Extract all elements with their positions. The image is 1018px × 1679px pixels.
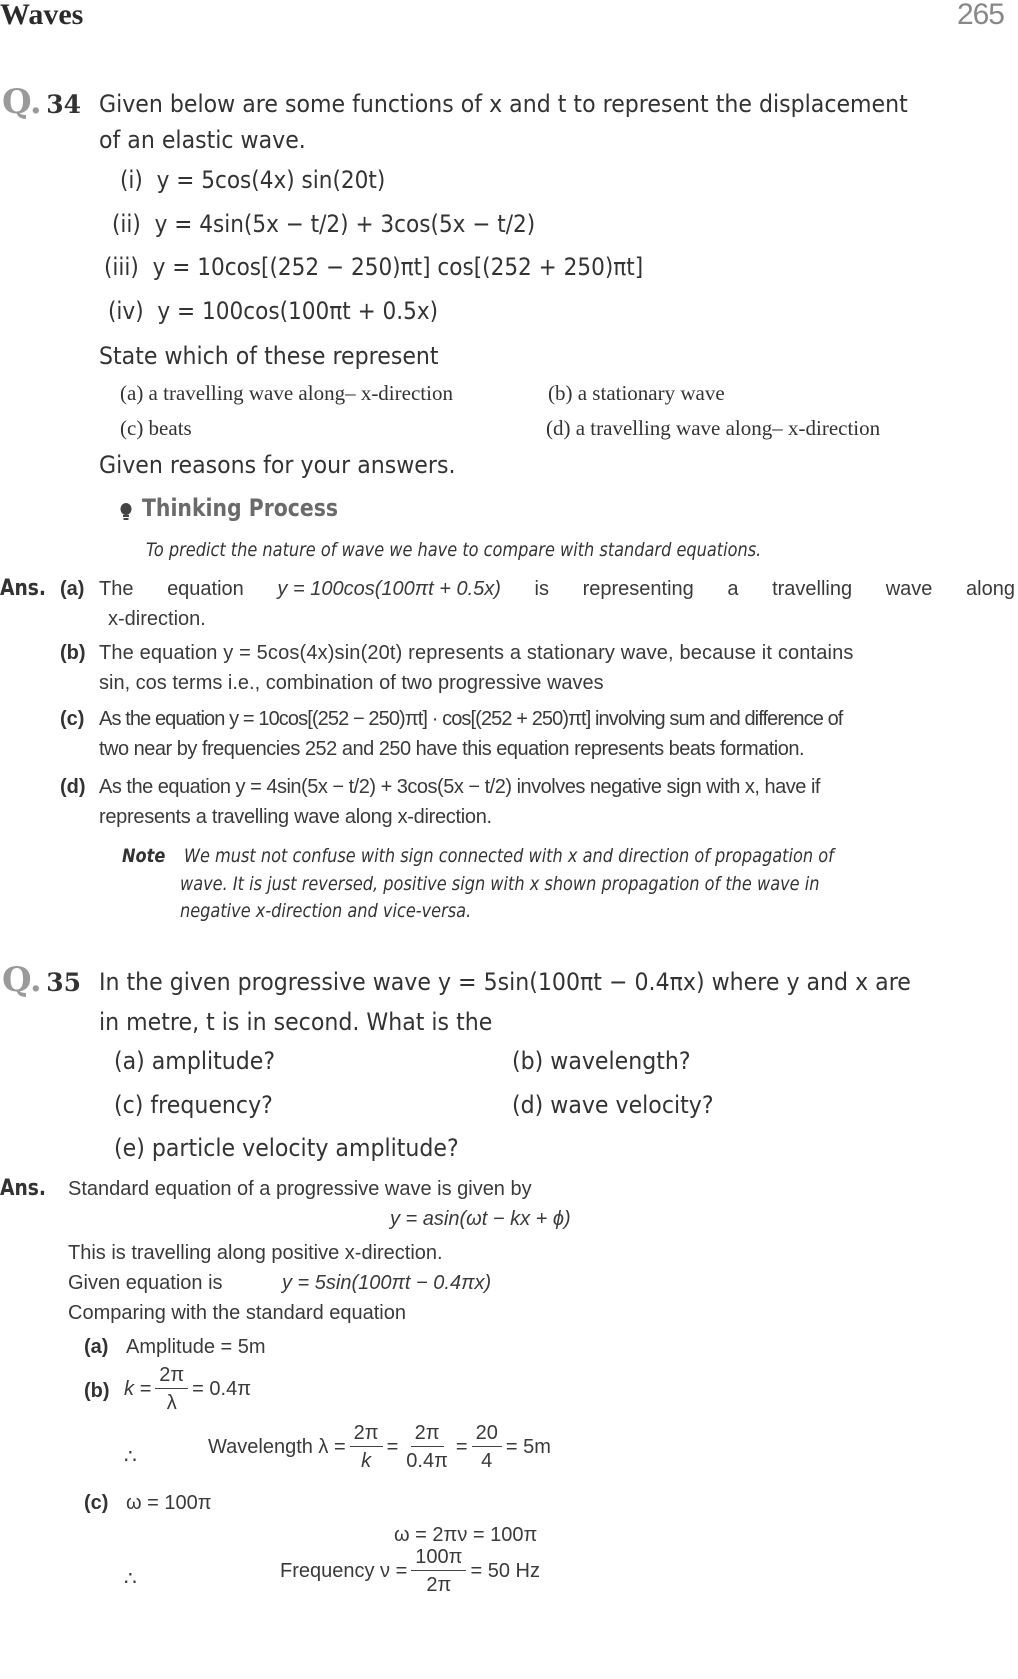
question-number: 34	[46, 90, 82, 119]
answer-b-line2: sin, cos terms i.e., combination of two progressive waves	[99, 672, 604, 694]
therefore-symbol: ∴	[124, 1446, 137, 1468]
answer-a-line2: x-direction.	[108, 608, 206, 630]
answer-c-line1: As the equation y = 10cos[(252 − 250)πt] · cos[(252 + 250)πt] involving sum and difference of	[99, 708, 843, 730]
therefore-symbol: ∴	[124, 1568, 137, 1590]
option-c: (c) beats	[120, 416, 192, 440]
question-header	[2, 960, 81, 1000]
page-number: 265	[956, 0, 1004, 31]
frequency-equation: Frequency ν = $\frac{100\pi}{2\pi}$ = 50 Hz	[280, 1544, 540, 1599]
note-line: We must not confuse with sign connected with x and direction of propagation of	[184, 845, 834, 867]
given-equation: y = 5sin(100πt − 0.4πx)	[282, 1272, 492, 1294]
question-text-line2: in metre, t is in second. What is the	[99, 1008, 493, 1036]
comparing-text: Comparing with the standard equation	[68, 1302, 406, 1324]
note-label: Note	[122, 845, 166, 867]
function-item: (iii) y = 10cos[(252 − 250)πt] cos[(252 + 250)πt]	[104, 253, 644, 281]
note-line: wave. It is just reversed, positive sign with x shown propagation of the wave in	[180, 873, 820, 895]
fraction: $\frac{20}{4}$	[472, 1420, 502, 1475]
direction-text: This is travelling along positive x-direction.	[68, 1242, 443, 1264]
thinking-process-title: Thinking Process	[142, 494, 339, 522]
answer-label: Ans.	[0, 1176, 47, 1201]
chapter-title: Waves	[0, 0, 84, 31]
state-prompt: State which of these represent	[99, 342, 439, 370]
question-text-line2: of an elastic wave.	[99, 126, 306, 154]
thinking-process-text: To predict the nature of wave we have to compare with standard equations.	[146, 539, 762, 561]
answer-intro: Standard equation of a progressive wave is given by	[68, 1178, 532, 1200]
answer-d-label: (d)	[60, 776, 86, 798]
option-d: (d) a travelling wave along– x-direction	[546, 416, 881, 440]
omega-value: ω = 100π	[126, 1492, 212, 1514]
answer-a-label: (a)	[60, 578, 85, 600]
wave-number-equation: k = $\frac{2\pi}{\lambda}$ = 0.4π	[124, 1362, 251, 1417]
answer-d-line1: As the equation y = 4sin(5x − t/2) + 3cos(5x − t/2) involves negative sign with x, have if	[99, 776, 820, 798]
question-mark-icon: Q.	[2, 960, 42, 1000]
question-text-line1: In the given progressive wave y = 5sin(100πt − 0.4πx) where y and x are	[99, 968, 911, 996]
function-item: (iv) y = 100cos(100πt + 0.5x)	[108, 297, 439, 325]
note-line: negative x-direction and vice-versa.	[180, 900, 472, 922]
function-item: (i) y = 5cos(4x) sin(20t)	[120, 166, 386, 194]
thinking-process-header	[120, 494, 373, 522]
option-a: (a) a travelling wave along– x-direction	[120, 381, 453, 405]
omega-relation: ω = 2πν = 100π	[394, 1524, 538, 1546]
answer-b-label: (b)	[60, 642, 86, 664]
standard-equation: y = asin(ωt − kx + ϕ)	[390, 1208, 571, 1230]
answer-c-label: (c)	[84, 1492, 109, 1514]
answer-c-line2: two near by frequencies 252 and 250 have this equation represents beats formation.	[99, 738, 805, 760]
answer-a-line1: The equation y = 100cos(100πt + 0.5x) is representing a travelling wave along	[99, 578, 1015, 600]
part-a: (a) amplitude?	[114, 1047, 276, 1075]
part-b: (b) wavelength?	[512, 1047, 691, 1075]
answer-b-line1: The equation y = 5cos(4x)sin(20t) represents a stationary wave, because it contains	[99, 642, 854, 664]
fraction: $\frac{2\pi}{0.4\pi}$	[406, 1422, 448, 1472]
answer-d-line2: represents a travelling wave along x-direction.	[99, 806, 492, 828]
amplitude-result: Amplitude = 5m	[126, 1336, 266, 1358]
wavelength-equation: Wavelength λ = $\frac{2\pi}{k}$ = $\frac{2\pi}{0.4\pi}$ = $\frac{20}{4}$ = 5m	[208, 1420, 551, 1475]
fraction: $\frac{2\pi}{k}$	[350, 1420, 383, 1475]
question-number: 35	[46, 968, 82, 997]
answer-label: Ans.	[0, 576, 47, 601]
option-b: (b) a stationary wave	[548, 381, 725, 405]
question-header	[2, 82, 81, 122]
function-item: (ii) y = 4sin(5x − t/2) + 3cos(5x − t/2)	[112, 210, 536, 238]
answer-c-label: (c)	[60, 708, 85, 730]
fraction: $\frac{2\pi}{\lambda}$	[155, 1362, 188, 1417]
fraction: $\frac{100\pi}{2\pi}$	[411, 1544, 466, 1599]
answer-a-label: (a)	[84, 1336, 109, 1358]
part-d: (d) wave velocity?	[512, 1091, 714, 1119]
part-e: (e) particle velocity amplitude?	[114, 1134, 459, 1162]
question-mark-icon: Q.	[2, 82, 42, 122]
reasons-prompt: Given reasons for your answers.	[99, 451, 456, 479]
part-c: (c) frequency?	[114, 1091, 273, 1119]
given-label: Given equation is	[68, 1272, 223, 1294]
answer-b-label: (b)	[84, 1380, 110, 1402]
question-text-line1: Given below are some functions of x and t to represent the displacement	[99, 90, 908, 118]
lightbulb-icon	[120, 503, 132, 521]
